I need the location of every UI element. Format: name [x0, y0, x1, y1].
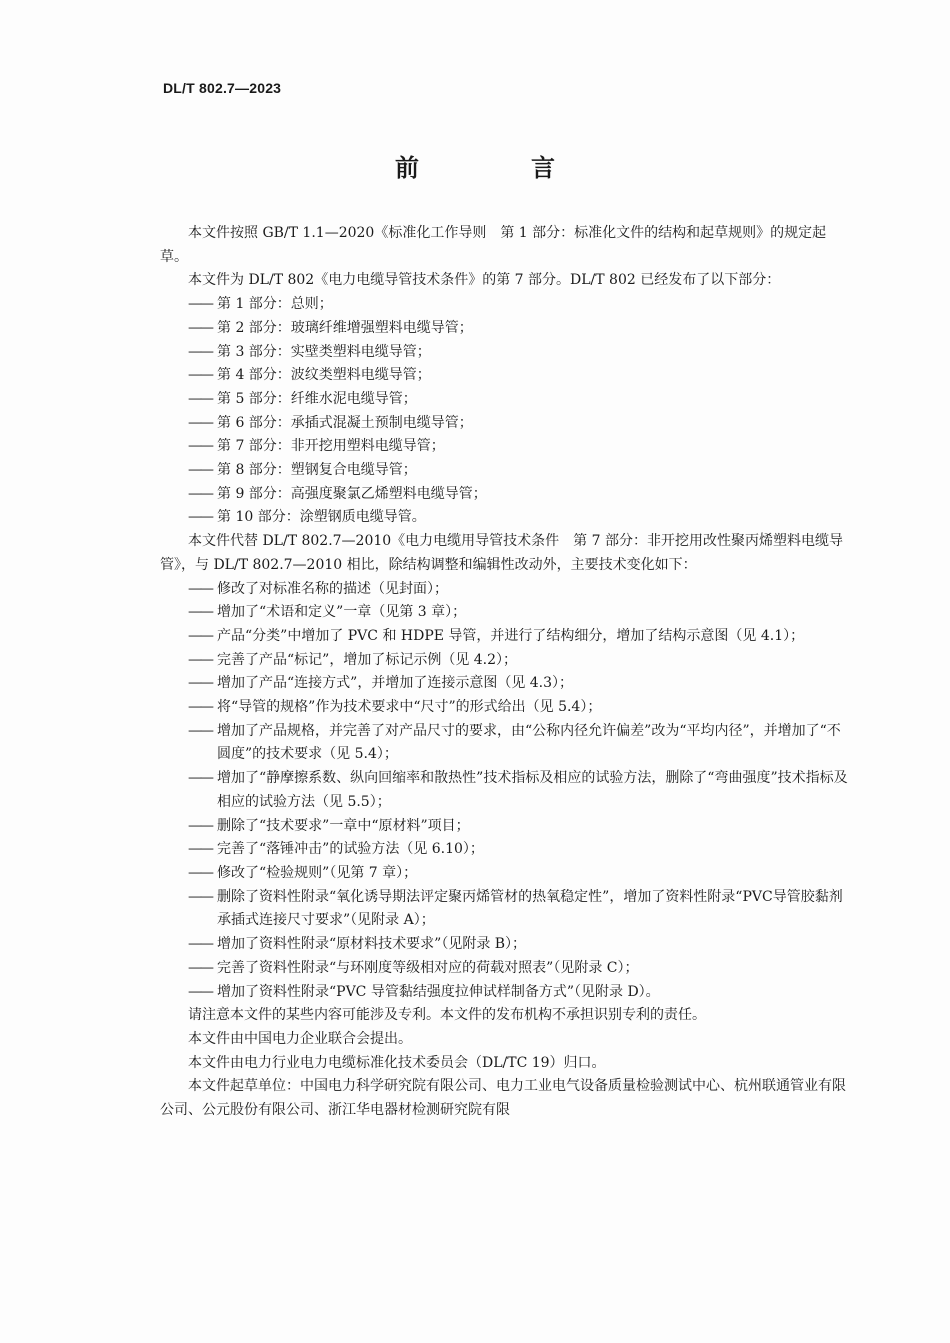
list-item: —— 将“导管的规格”作为技术要求中“尺寸”的形式给出（见 5.4）；: [160, 696, 848, 720]
parts-list: [160, 293, 848, 530]
list-dash: ——: [188, 675, 212, 692]
list-dash: ——: [188, 438, 212, 455]
paragraph-replacement: 本文件代替 DL/T 802.7—2010《电力电缆用导管技术条件 第 7 部分：非开挖用改性聚丙烯塑料电缆导管》，与 DL/T 802.7—2010 相比，除结构调整和编辑性改动外，主要技术变化如下：: [160, 533, 843, 573]
list-dash: ——: [188, 367, 212, 384]
list-dash: ——: [188, 983, 212, 1000]
list-dash: ——: [188, 462, 212, 479]
list-dash: ——: [188, 699, 212, 716]
list-item: —— 第 3 部分：实壁类塑料电缆导管；: [160, 341, 848, 365]
list-dash: ——: [188, 841, 212, 858]
list-dash: ——: [188, 722, 212, 739]
paragraph-proposer: 本文件由中国电力企业联合会提出。: [188, 1030, 412, 1047]
list-item: —— 增加了产品规格，并完善了对产品尺寸的要求，由“公称内径允许偏差”改为“平均内径”，并增加了“不圆度”的技术要求（见 5.4）；: [160, 720, 848, 767]
list-dash: ——: [188, 936, 212, 953]
paragraph-drafting-basis: 本文件按照 GB/T 1.1—2020《标准化工作导则 第 1 部分：标准化文件的结构和起草规则》的规定起草。: [160, 225, 827, 265]
list-dash: ——: [188, 959, 212, 976]
list-item: —— 第 4 部分：波纹类塑料电缆导管；: [160, 364, 848, 388]
list-dash: ——: [188, 296, 212, 313]
list-item: —— 第 1 部分：总则；: [160, 293, 848, 317]
list-item: —— 增加了产品“连接方式”，并增加了连接示意图（见 4.3）；: [160, 672, 848, 696]
list-dash: ——: [188, 319, 212, 336]
list-item: —— 增加了“术语和定义”一章（见第 3 章）；: [160, 601, 848, 625]
list-item: —— 增加了资料性附录“原材料技术要求”（见附录 B）；: [160, 933, 848, 957]
list-dash: ——: [188, 817, 212, 834]
list-dash: ——: [188, 627, 212, 644]
list-item: —— 增加了“静摩擦系数、纵向回缩率和散热性”技术指标及相应的试验方法，删除了“弯曲强度”技术指标及相应的试验方法（见 5.5）；: [160, 767, 848, 814]
document-body: [160, 222, 848, 1123]
list-item: —— 增加了资料性附录“PVC 导管黏结强度拉伸试样制备方式”（见附录 D）。: [160, 981, 848, 1005]
list-item: —— 产品“分类”中增加了 PVC 和 HDPE 导管，并进行了结构细分，增加了结构示意图（见 4.1）；: [160, 625, 848, 649]
list-item: —— 第 6 部分：承插式混凝土预制电缆导管；: [160, 412, 848, 436]
list-item: —— 完善了资料性附录“与环刚度等级相对应的荷载对照表”（见附录 C）；: [160, 957, 848, 981]
list-dash: ——: [188, 414, 212, 431]
list-item: —— 修改了对标准名称的描述（见封面）；: [160, 578, 848, 602]
list-dash: ——: [188, 604, 212, 621]
paragraph-series-intro: 本文件为 DL/T 802《电力电缆导管技术条件》的第 7 部分。DL/T 802 已经发布了以下部分：: [188, 272, 781, 289]
list-dash: ——: [188, 651, 212, 668]
list-item: —— 第 8 部分：塑钢复合电缆导管；: [160, 459, 848, 483]
list-dash: ——: [188, 888, 212, 905]
list-dash: ——: [188, 770, 212, 787]
list-item: —— 完善了“落锤冲击”的试验方法（见 6.10）；: [160, 838, 848, 862]
paragraph-drafting-units: 本文件起草单位：中国电力科学研究院有限公司、电力工业电气设备质量检验测试中心、杭州联通管业有限公司、公元股份有限公司、浙江华电器材检测研究院有限: [160, 1078, 846, 1119]
list-item: —— 第 5 部分：纤维水泥电缆导管；: [160, 388, 848, 412]
list-dash: ——: [188, 864, 212, 881]
document-code: DL/T 802.7—2023: [163, 80, 282, 96]
paragraph-committee: 本文件由电力行业电力电缆标准化技术委员会（DL/TC 19）归口。: [188, 1054, 606, 1071]
list-item: —— 删除了“技术要求”一章中“原材料”项目；: [160, 815, 848, 839]
list-item: —— 第 9 部分：高强度聚氯乙烯塑料电缆导管；: [160, 483, 848, 507]
list-dash: ——: [188, 343, 212, 360]
page-title: 前 言: [395, 154, 599, 182]
list-item: —— 完善了产品“标记”，增加了标记示例（见 4.2）；: [160, 649, 848, 673]
list-dash: ——: [188, 390, 212, 407]
list-item: —— 修改了“检验规则”（见第 7 章）；: [160, 862, 848, 886]
paragraph-patent-notice: 请注意本文件的某些内容可能涉及专利。本文件的发布机构不承担识别专利的责任。: [188, 1007, 706, 1024]
list-item: —— 第 10 部分：涂塑钢质电缆导管。: [160, 506, 848, 530]
list-dash: ——: [188, 485, 212, 502]
list-item: —— 删除了资料性附录“氧化诱导期法评定聚丙烯管材的热氧稳定性”，增加了资料性附录“PVC导管胶黏剂承插式连接尺寸要求”（见附录 A）；: [160, 886, 848, 933]
list-dash: ——: [188, 509, 212, 526]
list-dash: ——: [188, 580, 212, 597]
list-item: —— 第 7 部分：非开挖用塑料电缆导管；: [160, 435, 848, 459]
list-item: —— 第 2 部分：玻璃纤维增强塑料电缆导管；: [160, 317, 848, 341]
changes-list: [160, 578, 848, 1005]
